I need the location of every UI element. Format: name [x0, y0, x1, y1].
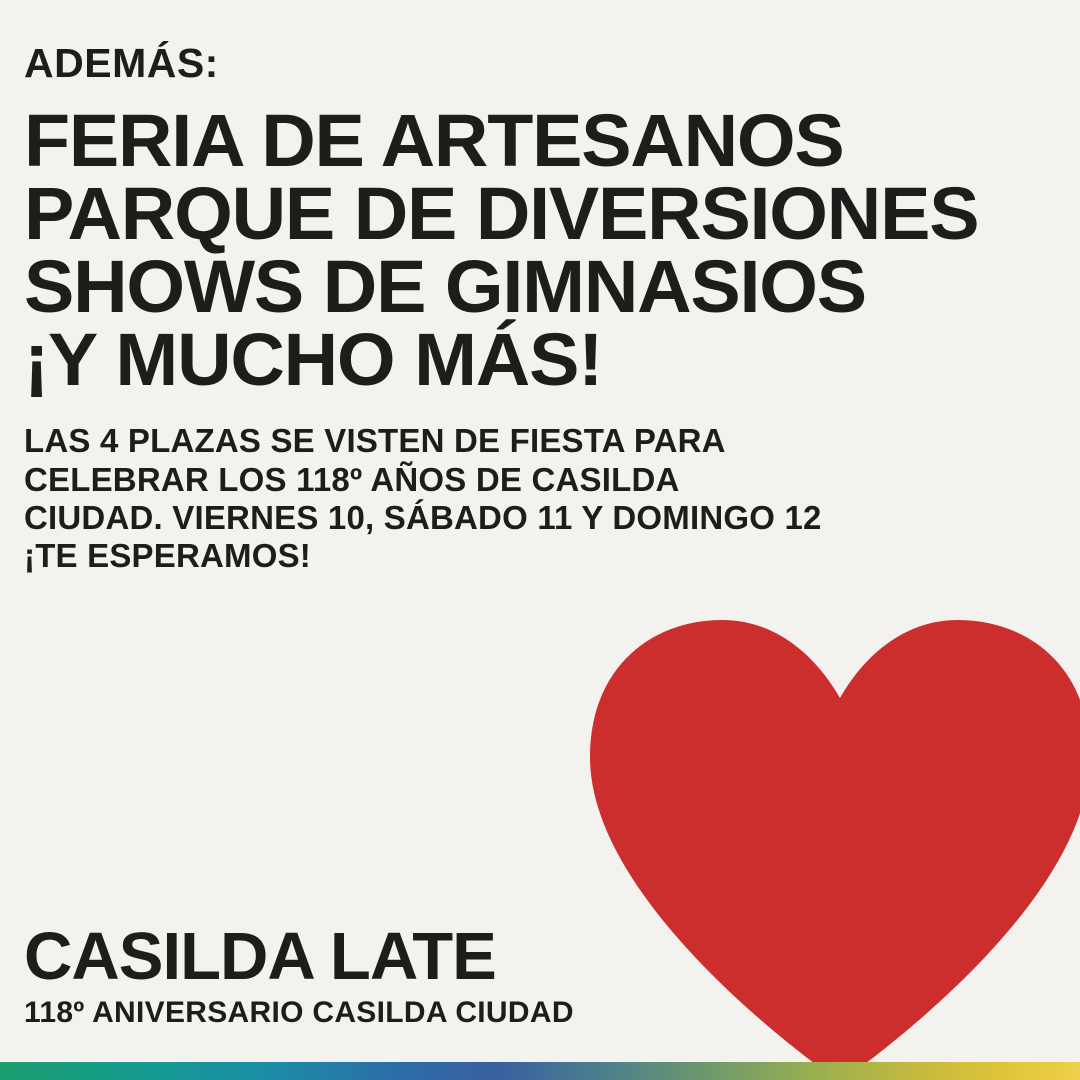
- description-line: CIUDAD. VIERNES 10, SÁBADO 11 Y DOMINGO 12: [24, 498, 822, 536]
- headline-list: [24, 99, 1056, 402]
- description-line: LAS 4 PLAZAS SE VISTEN DE FIESTA PARA: [24, 422, 726, 460]
- description-text: [24, 422, 1056, 575]
- bottom-gradient-bar: [0, 1062, 1080, 1080]
- headline-line: PARQUE DE DIVERSIONES: [24, 172, 979, 256]
- eyebrow-text: ADEMÁS:: [24, 40, 219, 86]
- brand-subtitle: 118º ANIVERSARIO CASILDA CIUDAD: [24, 996, 574, 1029]
- headline-line: ¡Y MUCHO MÁS!: [24, 318, 603, 402]
- description-line: ¡TE ESPERAMOS!: [24, 537, 311, 575]
- brand-block: [24, 919, 574, 1029]
- brand-title: CASILDA LATE: [24, 919, 496, 994]
- headline-line: FERIA DE ARTESANOS: [24, 99, 844, 183]
- description-line: CELEBRAR LOS 118º AÑOS DE CASILDA: [24, 460, 680, 498]
- headline-line: SHOWS DE GIMNASIOS: [24, 245, 866, 329]
- heart-icon: [590, 612, 1080, 1080]
